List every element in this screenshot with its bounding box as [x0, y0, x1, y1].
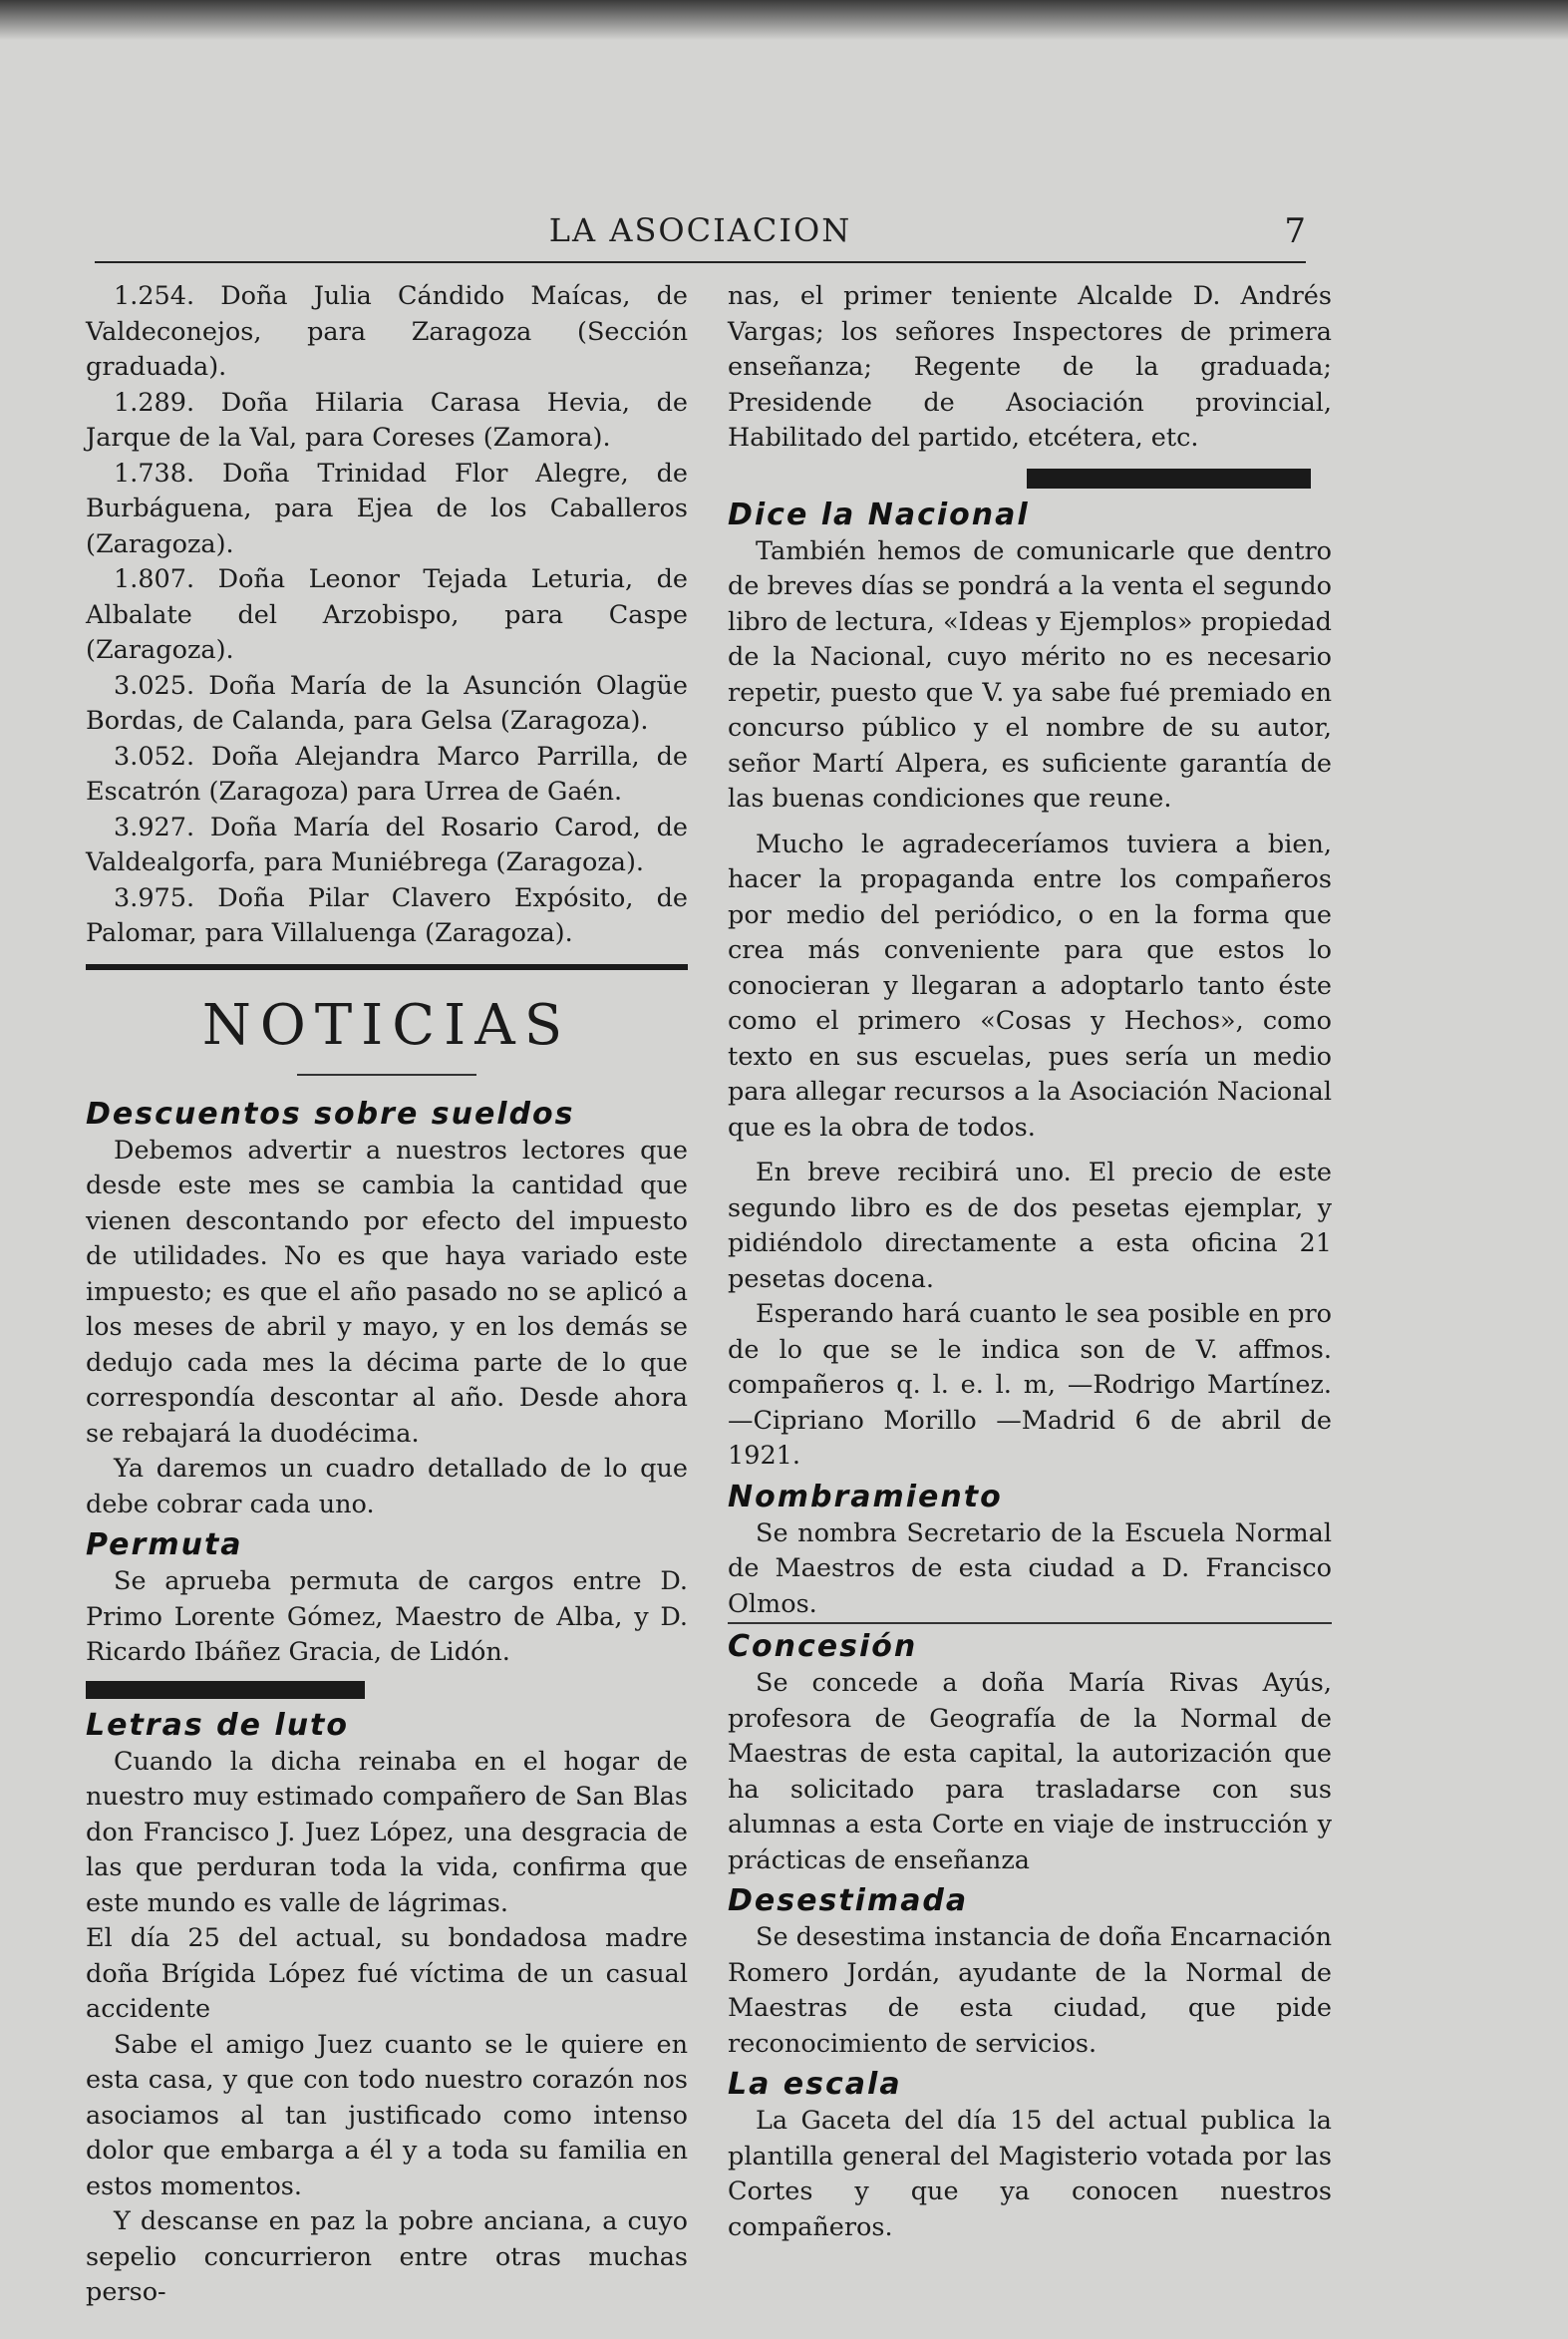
nacional-paragraph: En breve recibirá uno. El precio de este segundo libro es de dos pesetas ejemplar, y pidiéndolo directamente a esta oficina 21 pesetas docena.: [728, 1158, 1332, 1294]
left-column: [86, 279, 688, 2311]
descuentos-paragraph: Ya daremos un cuadro detallado de lo que debe cobrar cada uno.: [86, 1454, 688, 1519]
section-divider: [86, 964, 688, 970]
nombramiento-title: Nombramiento: [728, 1479, 1003, 1514]
list-item: 3.052. Doña Alejandra Marco Parrilla, de Escatrón (Zaragoza) para Urrea de Gaén.: [86, 741, 688, 807]
letras-paragraph: Sabe el amigo Juez cuanto se le quiere en esta casa, y que con todo nuestro corazón nos asociamos al tan justificado como intenso dolor que embarga a él y a toda su familia en estos momentos.: [86, 2029, 688, 2201]
desestimada-title: Desestimada: [728, 1883, 969, 1918]
nacional-title: Dice la Nacional: [728, 497, 1030, 532]
running-header: [95, 211, 1306, 263]
concesion-paragraph: Se concede a doña María Rivas Ayús, profesora de Geografía de la Normal de Maestras de esta capital, la autorización que ha solicitado para trasladarse con sus alumnas a esta Corte en viaje de instrucción y prácticas de enseñanza: [728, 1668, 1332, 1875]
heading-underline: [297, 1074, 476, 1076]
scan-edge: [0, 0, 1568, 40]
list-item: 1.738. Doña Trinidad Flor Alegre, de Burbáguena, para Ejea de los Caballeros (Zaragoza).: [86, 458, 688, 559]
escala-paragraph: La Gaceta del día 15 del actual publica la plantilla general del Magisterio votada por las Cortes y que ya conocen nuestros compañeros.: [728, 2106, 1332, 2242]
right-column: [728, 279, 1332, 2245]
nacional-paragraph: Esperando hará cuanto le sea posible en pro de lo que se le indica son de V. affmos. compañeros q. l. e. l. m, —Rodrigo Martínez. —Cipriano Morillo —Madrid 6 de abril de 1921.: [728, 1299, 1332, 1471]
nacional-paragraph: Mucho le agradeceríamos tuviera a bien, hacer la propaganda entre los compañeros por medio del periódico, o en la forma que crea más conveniente para que estos lo conocieran y llegaran a adoptarlo tanto éste como el primero «Cosas y Hechos», como texto en sus escuelas, pues sería un medio para allegar recursos a la Asociación Nacional que es la obra de todos.: [728, 829, 1332, 1143]
list-item: 3.025. Doña María de la Asunción Olagüe Bordas, de Calanda, para Gelsa (Zaragoza).: [86, 670, 688, 736]
running-title: LA ASOCIACION: [548, 211, 852, 249]
list-item: 3.975. Doña Pilar Clavero Expósito, de Palomar, para Villaluenga (Zaragoza).: [86, 882, 688, 948]
desestimada-paragraph: Se desestima instancia de doña Encarnación Romero Jordán, ayudante de la Normal de Maestras de esta ciudad, que pide reconocimiento de servicios.: [728, 1922, 1332, 2059]
list-item: 1.289. Doña Hilaria Carasa Hevia, de Jarque de la Val, para Coreses (Zamora).: [86, 387, 688, 453]
concesion-title: Concesión: [728, 1629, 918, 1664]
letras-paragraph: Cuando la dicha reinaba en el hogar de nuestro muy estimado compañero de San Blas don Francisco J. Juez López, una desgracia de las que perduran toda la vida, confirma que este mundo es valle de lágrimas.: [86, 1746, 688, 1918]
descuentos-title: Descuentos sobre sueldos: [86, 1096, 575, 1132]
letras-title: Letras de luto: [86, 1707, 350, 1743]
escala-title: La escala: [728, 2067, 902, 2102]
list-item: 3.927. Doña María del Rosario Carod, de Valdealgorfa, para Muniébrega (Zaragoza).: [86, 812, 688, 877]
section-rule: [728, 1622, 1332, 1624]
nacional-paragraph: También hemos de comunicarle que dentro de breves días se pondrá a la venta el segundo libro de lectura, «Ideas y Ejemplos» propiedad de la Nacional, cuyo mérito no es necesario repetir, puesto que V. ya sabe fué premiado en concurso público y el nombre de su autor, señor Martí Alpera, es suficiente garantía de las buenas condiciones que reune.: [728, 535, 1332, 814]
list-item: 1.807. Doña Leonor Tejada Leturia, de Albalate del Arzobispo, para Caspe (Zaragoza).: [86, 564, 688, 665]
descuentos-paragraph: Debemos advertir a nuestros lectores que desde este mes se cambia la cantidad que vienen descontando por efecto del impuesto de utilidades. No es que haya variado este impuesto; es que el año pasado no se aplicó a los meses de abril y mayo, y en los demás se dedujo cada mes la décima parte de lo que correspondía descontar al año. Desde ahora se rebajará la duodécima.: [86, 1135, 688, 1449]
nombramiento-paragraph: Se nombra Secretario de la Escuela Normal de Maestros de esta ciudad a D. Francisco Olmos.: [728, 1517, 1332, 1619]
black-bar-divider: [86, 1681, 365, 1699]
permuta-title: Permuta: [86, 1527, 243, 1562]
letras-paragraph: Y descanse en paz la pobre anciana, a cuyo sepelio concurrieron entre otras muchas perso-: [86, 2206, 688, 2307]
page-number: 7: [1284, 211, 1306, 251]
letras-paragraph: El día 25 del actual, su bondadosa madre doña Brígida López fué víctima de un casual accidente: [86, 1923, 688, 2024]
list-item: 1.254. Doña Julia Cándido Maícas, de Valdeconejos, para Zaragoza (Sección graduada).: [86, 281, 688, 382]
continued-paragraph: nas, el primer teniente Alcalde D. Andrés Vargas; los señores Inspectores de primera enseñanza; Regente de la graduada; Presidende de Asociación provincial, Habilitado del partido, etcétera, etc.: [728, 281, 1332, 453]
noticias-heading: NOTICIAS: [201, 992, 572, 1058]
permuta-paragraph: Se aprueba permuta de cargos entre D. Primo Lorente Gómez, Maestro de Alba, y D. Ricardo Ibáñez Gracia, de Lidón.: [86, 1566, 688, 1667]
black-bar-divider: [1027, 469, 1311, 489]
